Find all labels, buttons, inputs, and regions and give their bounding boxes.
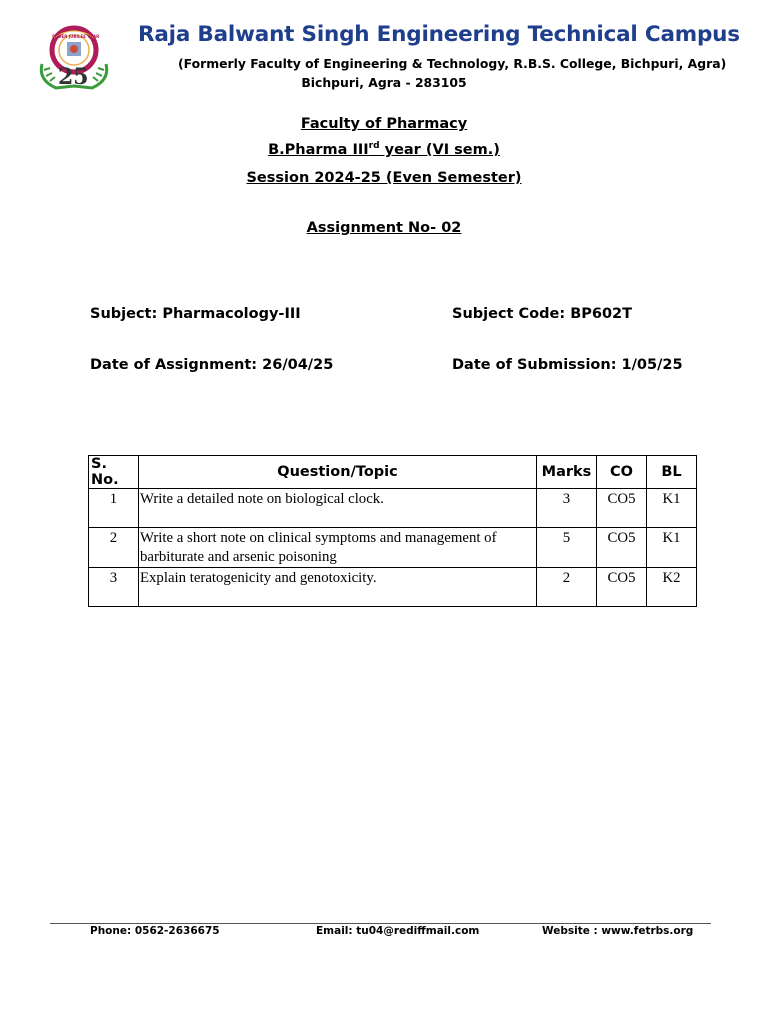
- header-sno: S. No.: [89, 456, 139, 489]
- header-co: CO: [597, 456, 647, 489]
- institution-address: Bichpuri, Agra - 283105: [301, 75, 467, 90]
- row-sno: 3: [89, 568, 139, 607]
- row-bl: K2: [647, 568, 697, 607]
- row-question: Write a detailed note on biological clock.: [139, 489, 537, 528]
- logo-text: SILVER JUBILEE YEAR: [52, 34, 100, 39]
- row-sno: 2: [89, 528, 139, 568]
- table-row: [89, 528, 697, 568]
- row-question: Explain teratogenicity and genotoxicity.: [139, 568, 537, 607]
- subject-field: Subject: Pharmacology-III: [90, 306, 301, 322]
- row-sno: 1: [89, 489, 139, 528]
- header-marks: Marks: [537, 456, 597, 489]
- row-bl: K1: [647, 489, 697, 528]
- footer-email[interactable]: Email: tu04@rediffmail.com: [316, 925, 480, 937]
- row-co: CO5: [597, 489, 647, 528]
- row-co: CO5: [597, 568, 647, 607]
- logo-number: 25: [58, 64, 89, 90]
- faculty-title: Faculty of Pharmacy: [300, 116, 468, 132]
- row-marks: 5: [537, 528, 597, 568]
- footer-website[interactable]: Website : www.fetrbs.org: [542, 925, 694, 937]
- course-suffix: year (VI sem.): [379, 141, 500, 158]
- institution-subtitle: (Formerly Faculty of Engineering & Technology, R.B.S. College, Bichpuri, Agra): [178, 56, 727, 71]
- subject-code-field: Subject Code: BP602T: [452, 306, 633, 322]
- row-marks: 2: [537, 568, 597, 607]
- footer-phone: Phone: 0562-2636675: [90, 925, 220, 937]
- date-assignment-field: Date of Assignment: 26/04/25: [90, 357, 334, 373]
- table-row: [89, 568, 697, 607]
- course-title: [0, 141, 768, 158]
- institution-name: Raja Balwant Singh Engineering Technical Campus: [138, 22, 740, 47]
- table-header-row: [89, 456, 697, 489]
- question-table: [88, 455, 697, 607]
- date-submission-field: Date of Submission: 1/05/25: [452, 357, 683, 373]
- row-co: CO5: [597, 528, 647, 568]
- course-prefix: B.Pharma III: [268, 141, 369, 158]
- header-question: Question/Topic: [139, 456, 537, 489]
- session-title: Session 2024-25 (Even Semester): [246, 170, 522, 186]
- table-row: [89, 489, 697, 528]
- header-bl: BL: [647, 456, 697, 489]
- footer-divider: [50, 923, 711, 924]
- row-bl: K1: [647, 528, 697, 568]
- row-marks: 3: [537, 489, 597, 528]
- assignment-title: Assignment No- 02: [306, 220, 462, 236]
- row-question: Write a short note on clinical symptoms and management of barbiturate and arsenic poisoning: [139, 528, 537, 568]
- course-superscript: rd: [368, 141, 380, 151]
